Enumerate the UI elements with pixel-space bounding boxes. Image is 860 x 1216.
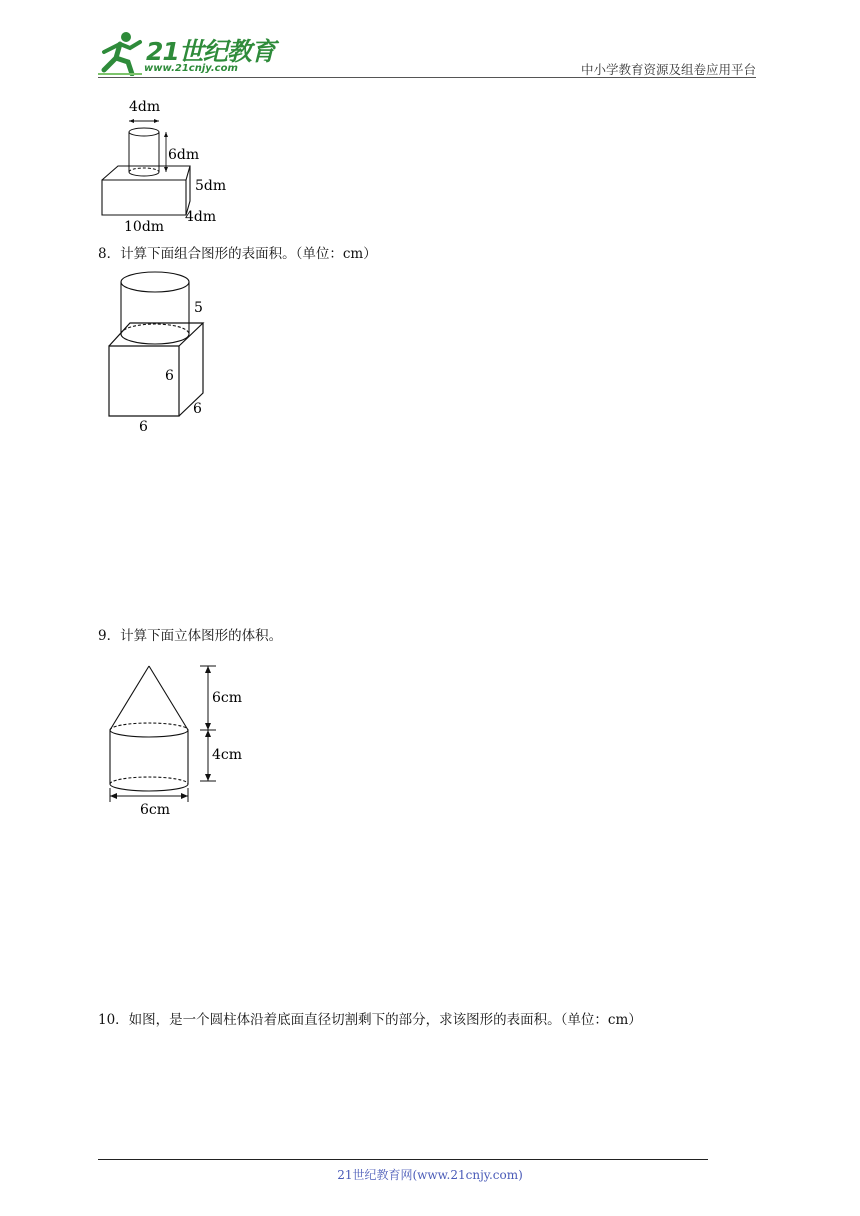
label-cube-width: 6 bbox=[139, 419, 148, 435]
label-cuboid-depth: 4dm bbox=[185, 209, 217, 225]
figure-cylinder-on-cuboid bbox=[96, 94, 246, 234]
header-divider bbox=[98, 77, 756, 78]
question-10: 10．如图，是一个圆柱体沿着底面直径切割剩下的部分，求该图形的表面积。（单位：cm） bbox=[98, 1012, 642, 1028]
footer-divider bbox=[98, 1159, 708, 1160]
label-cone-height: 6cm bbox=[212, 690, 243, 706]
platform-name: 中小学教育资源及组卷应用平台 bbox=[580, 62, 756, 77]
figure-cone-on-cylinder bbox=[104, 660, 254, 820]
label-cylinder-height: 4cm bbox=[212, 747, 243, 763]
figure-cylinder-on-cube bbox=[104, 268, 224, 438]
label-diameter: 6cm bbox=[140, 802, 171, 818]
site-logo bbox=[96, 30, 275, 80]
label-top-diameter: 4dm bbox=[129, 99, 161, 115]
question-9: 9．计算下面立体图形的体积。 bbox=[98, 628, 283, 644]
footer-site-link[interactable]: 21世纪教育网(www.21cnjy.com) bbox=[337, 1168, 523, 1182]
label-cuboid-length: 10dm bbox=[124, 219, 165, 235]
runner-logo-icon bbox=[96, 30, 146, 76]
label-cylinder-height: 6dm bbox=[168, 147, 200, 163]
page-header bbox=[0, 0, 860, 80]
logo-url: www.21cnjy.com bbox=[144, 63, 238, 74]
label-cube-depth: 6 bbox=[193, 401, 202, 417]
label-cube-height: 6 bbox=[165, 368, 174, 384]
question-8: 8．计算下面组合图形的表面积。（单位：cm） bbox=[98, 246, 377, 262]
logo-title: 21世纪教育 bbox=[146, 37, 275, 66]
label-cuboid-height: 5dm bbox=[195, 178, 227, 194]
label-cylinder-height: 5 bbox=[194, 300, 203, 316]
